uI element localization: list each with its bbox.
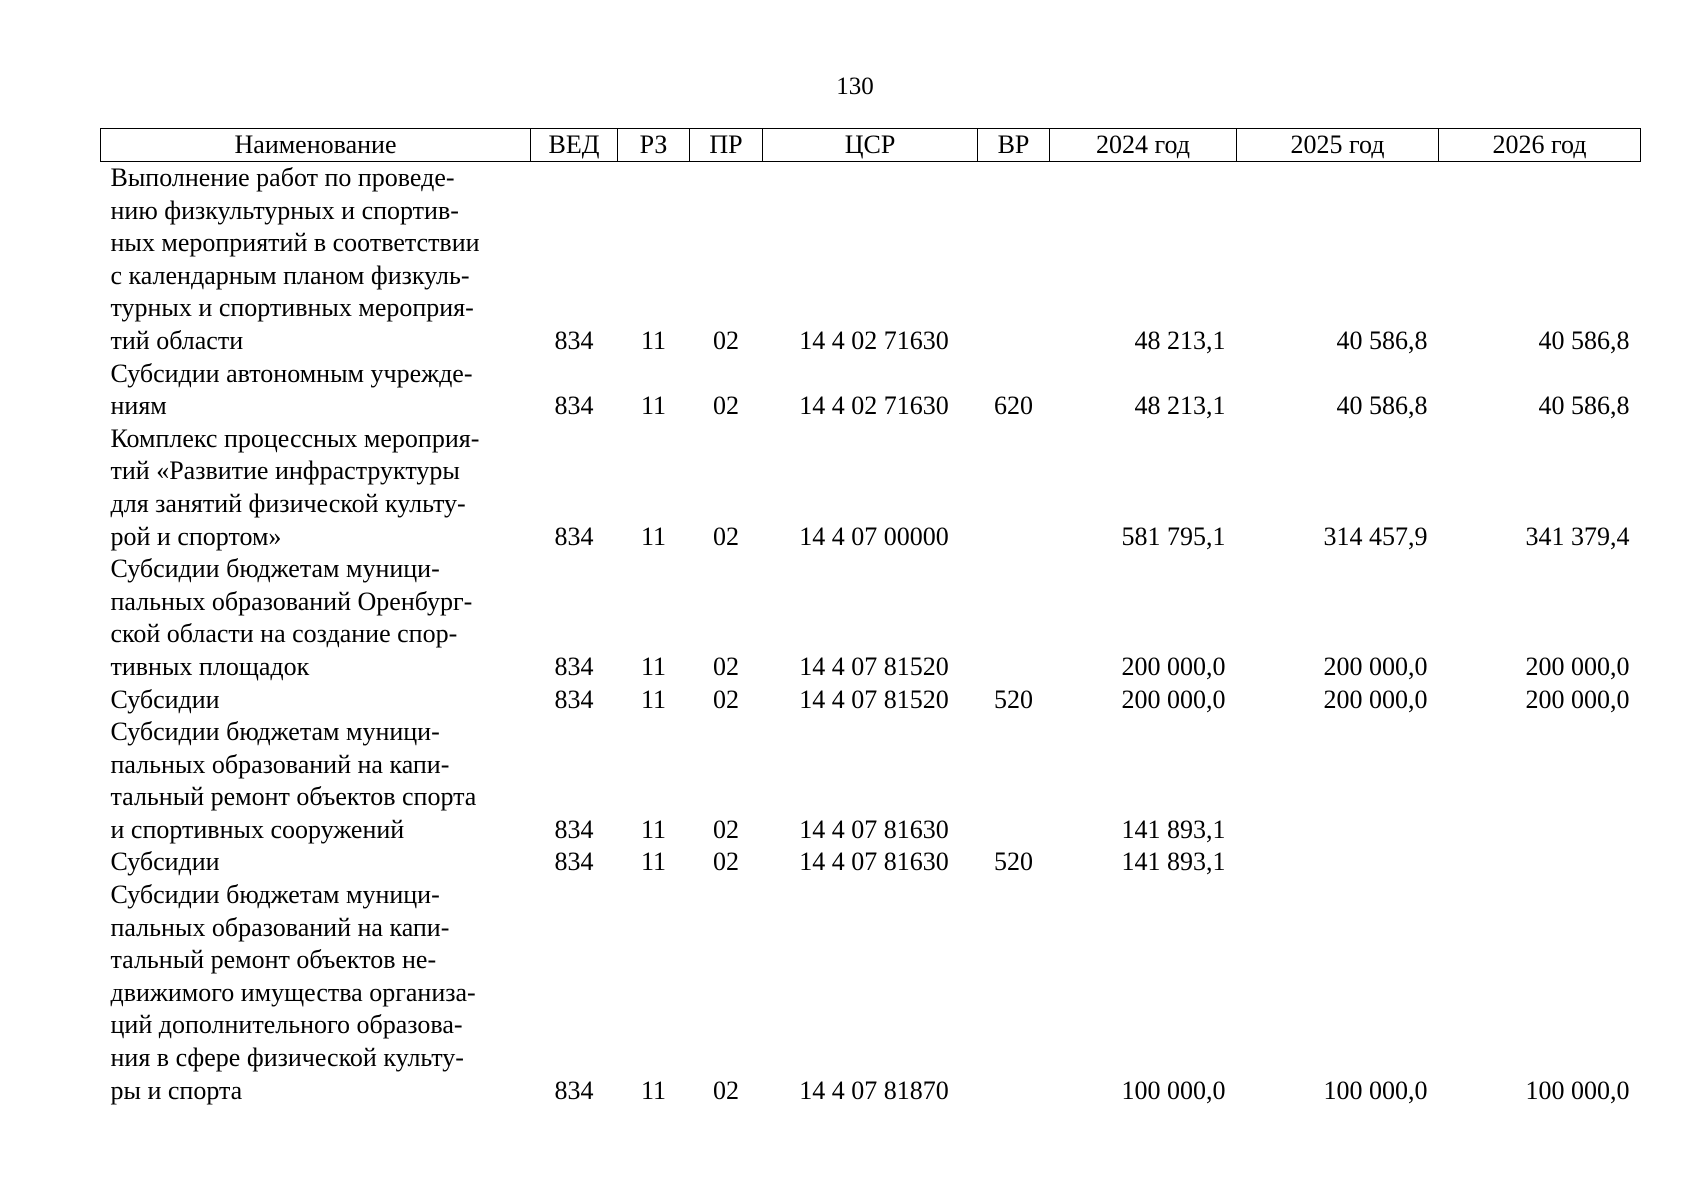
cell-pr: 02 (713, 847, 739, 877)
cell-csr: 14 4 07 81520 (799, 684, 949, 714)
name-line: Субсидии бюджетам муници- (110, 554, 440, 584)
cell-2024: 48 213,1 (1134, 391, 1226, 421)
cell-2024: 200 000,0 (1121, 684, 1226, 714)
table-body (101, 162, 1641, 1108)
name-line: и спортивных сооружений (110, 814, 405, 844)
header-vr: ВР (978, 129, 1050, 162)
cell-ved: 834 (554, 325, 594, 355)
cell-2025: 100 000,0 (1323, 1075, 1428, 1105)
table-row (101, 162, 1641, 358)
cell-pr: 02 (713, 1075, 739, 1105)
cell-2026: 40 586,8 (1538, 325, 1630, 355)
cell-rz: 11 (640, 847, 667, 877)
table-row (101, 553, 1641, 683)
name-line: тивных площадок (110, 651, 310, 681)
header-2024: 2024 год (1050, 129, 1237, 162)
name-line: пальных образований Оренбург- (110, 586, 473, 616)
cell-csr: 14 4 02 71630 (799, 325, 949, 355)
name-line: для занятий физической культу- (110, 488, 466, 518)
name-line: Субсидии (110, 847, 220, 877)
cell-vr (978, 716, 1050, 846)
cell-2024: 141 893,1 (1121, 814, 1226, 844)
cell-ved: 834 (554, 391, 594, 421)
cell-2026: 100 000,0 (1525, 1075, 1630, 1105)
name-line: Субсидии автономным учрежде- (110, 358, 473, 388)
name-line: тий «Развитие инфраструктуры (110, 456, 460, 486)
cell-2024: 200 000,0 (1121, 651, 1226, 681)
cell-name (101, 162, 531, 358)
page-number: 130 (836, 73, 874, 100)
header-csr: ЦСР (763, 129, 978, 162)
cell-2025: 40 586,8 (1336, 391, 1428, 421)
cell-2025: 200 000,0 (1323, 684, 1428, 714)
table-row (101, 684, 1641, 717)
name-line: пальных образований на капи- (110, 749, 450, 779)
name-line: тальный ремонт объектов спорта (110, 782, 477, 812)
cell-ved: 834 (554, 521, 594, 551)
header-ved: ВЕД (531, 129, 618, 162)
cell-name (101, 358, 531, 423)
name-line: пальных образований на капи- (110, 912, 450, 942)
cell-csr: 14 4 07 81630 (799, 814, 949, 844)
cell-rz: 11 (640, 391, 667, 421)
table-row (101, 358, 1641, 423)
header-row (101, 129, 1641, 162)
cell-vr (978, 423, 1050, 553)
cell-rz: 11 (640, 651, 667, 681)
cell-vr (978, 162, 1050, 358)
cell-csr: 14 4 07 81870 (799, 1075, 949, 1105)
cell-name (101, 879, 531, 1107)
cell-name (101, 553, 531, 683)
name-line: рой и спортом» (110, 521, 282, 551)
cell-2026: 200 000,0 (1525, 651, 1630, 681)
cell-2024: 141 893,1 (1121, 847, 1226, 877)
cell-pr: 02 (713, 814, 739, 844)
cell-2025: 40 586,8 (1336, 325, 1428, 355)
cell-ved: 834 (554, 684, 594, 714)
cell-2025 (1237, 716, 1439, 846)
cell-csr: 14 4 07 81520 (799, 651, 949, 681)
table-row (101, 879, 1641, 1107)
cell-vr (978, 879, 1050, 1107)
table-header (101, 129, 1641, 162)
cell-2024: 48 213,1 (1134, 325, 1226, 355)
cell-pr: 02 (713, 684, 739, 714)
cell-2024: 581 795,1 (1121, 521, 1226, 551)
cell-2025: 200 000,0 (1323, 651, 1428, 681)
name-line: нию физкультурных и спортив- (110, 195, 459, 225)
cell-name (101, 423, 531, 553)
cell-2026 (1439, 846, 1641, 879)
cell-rz: 11 (640, 684, 667, 714)
name-line: Субсидии бюджетам муници- (110, 717, 440, 747)
cell-ved: 834 (554, 651, 594, 681)
cell-csr: 14 4 07 81630 (799, 847, 949, 877)
name-line: Выполнение работ по проведе- (110, 163, 455, 192)
cell-2026 (1439, 716, 1641, 846)
cell-ved: 834 (554, 847, 594, 877)
header-pr: ПР (690, 129, 763, 162)
header-2025: 2025 год (1237, 129, 1439, 162)
table-row (101, 846, 1641, 879)
cell-2024: 100 000,0 (1121, 1075, 1226, 1105)
name-line: ской области на создание спор- (110, 619, 458, 649)
name-line: ных мероприятий в соответствии (110, 228, 480, 258)
cell-2026: 200 000,0 (1525, 684, 1630, 714)
header-name: Наименование (101, 129, 531, 162)
name-line: ры и спорта (110, 1075, 243, 1105)
cell-rz: 11 (640, 521, 667, 551)
name-line: Субсидии бюджетам муници- (110, 880, 440, 910)
cell-2025: 314 457,9 (1323, 521, 1428, 551)
cell-pr: 02 (713, 651, 739, 681)
name-line: тий области (110, 325, 244, 355)
header-2026: 2026 год (1439, 129, 1641, 162)
cell-name (101, 684, 531, 717)
cell-vr: 620 (994, 391, 1033, 421)
cell-rz: 11 (640, 325, 667, 355)
cell-name (101, 846, 531, 879)
cell-pr: 02 (713, 391, 739, 421)
cell-ved: 834 (554, 1075, 594, 1105)
cell-csr: 14 4 02 71630 (799, 391, 949, 421)
name-line: ния в сфере физической культу- (110, 1043, 464, 1073)
cell-2026: 341 379,4 (1525, 521, 1630, 551)
cell-ved: 834 (554, 814, 594, 844)
cell-csr: 14 4 07 00000 (799, 521, 949, 551)
cell-vr (978, 553, 1050, 683)
cell-2025 (1237, 846, 1439, 879)
name-line: Комплекс процессных мероприя- (110, 423, 480, 453)
cell-2026: 40 586,8 (1538, 391, 1630, 421)
cell-vr: 520 (994, 684, 1033, 714)
header-rz: РЗ (618, 129, 690, 162)
cell-pr: 02 (713, 325, 739, 355)
name-line: движимого имущества организа- (110, 977, 476, 1007)
cell-rz: 11 (640, 1075, 667, 1105)
name-line: ций дополнительного образова- (110, 1010, 463, 1040)
cell-rz: 11 (640, 814, 667, 844)
cell-pr: 02 (713, 521, 739, 551)
cell-name (101, 716, 531, 846)
budget-table (100, 128, 1641, 1107)
name-line: тальный ремонт объектов не- (110, 945, 437, 975)
name-line: с календарным планом физкуль- (110, 260, 470, 290)
name-line: ниям (110, 391, 167, 421)
table-row (101, 716, 1641, 846)
cell-vr: 520 (994, 847, 1033, 877)
table-row (101, 423, 1641, 553)
name-line: турных и спортивных мероприя- (110, 293, 474, 323)
name-line: Субсидии (110, 684, 220, 714)
